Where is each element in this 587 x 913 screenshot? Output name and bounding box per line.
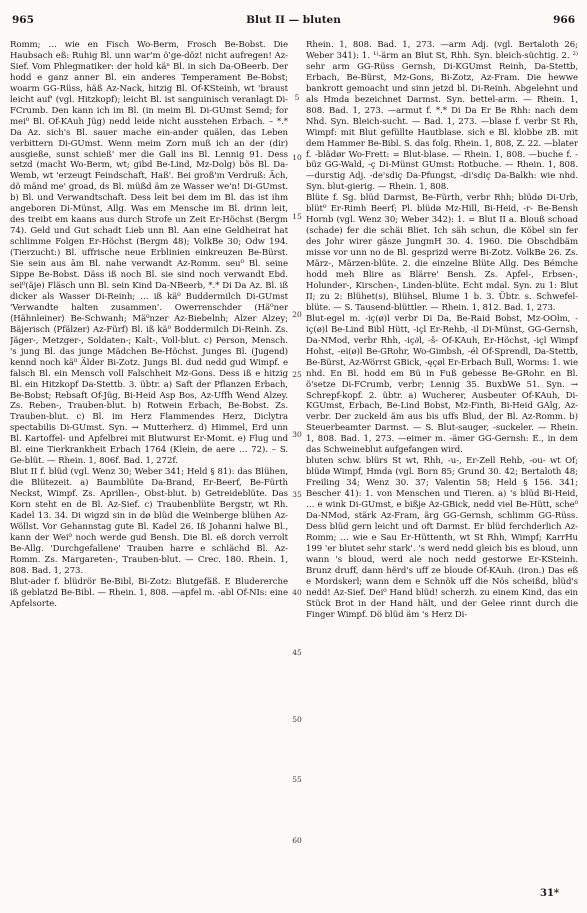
entry-paragraph: Rhein. 1, 808. Bad. 1, 273. —arm Adj. (vgl. Bertaloth 26; Weber 341): 1. ¹⁾-ärm an Blut St, Rhh. Syn. bleich-süchtig. 2. ²⁾ sehr arm GG-Rüss Gernsh, Di-KGUmst Reinh, Da-Stettb, Erbach, Be-Bürst, Mz-Gons, Bi-Zotz, Az-Fram. Die hewwe bankrott gemoacht und sinn jetzd bl. Di-Reinh. Abgelehnt und als Hmda bezeichnet Darmst. Syn. bettel-arm. — Rhein. 1, 808. Bad. 1, 273. —armut f. *.* Di Da Er Be Rhh: nach dem Nhd. Syn. Bleich-sucht. — Bad. 1, 273. —blase f. verbr St Rh, Wimpf: mit Blut gefüllte Hautblase. sich e Bl. klobbe zB. mit dem Hammer Be-Bibl. S. das folg. Rhein. 1, 808, Z. 22. —blater f. -blädør Wo-Frett: = Blut-blase. — Rhein. 1, 808. —buche f. -büz GG-Wald, -ç Di-Münst GUmst: Rotbuche. — Rhein. 1, 808. —durstig Adj. -de'sdiç Da-Pfungst, -di'sdiç Da-Balkh: wie nhd. Syn. blut-gierig. — Rhein. 1, 808. (306, 40, 578, 193)
line-number: 50 (292, 715, 302, 724)
entry-paragraph: Blüte f. Sg. blüd Darmst, Be-Fürth, verbr Rhh; blüdø Di-Urb, blüt⁰ Er-Rimh Beerf; Pl. blüdø Mz-Hill, Bi-Heid, -r- Be-Bensh Hornb (vgl. Wenz 30; Weber 342): 1. = Blut II a. Blouß schoad (schade) fer die schäi Bliet. Ich säh schun, die Köbel sin fer des Johr wirer gäsze JungmH 30. 4. 1960. Die Obschdbäm misse vor unn no de Bl. gesprizd werre Bi-Zotz. VolkBe 26. Zs. März-, Märzen-blüte. 2. die einzelne Blüte Allg. Des Bémche hodd meh Blire as Blärre' Bensh. Zs. Apfel-, Erbsen-, Holunder-, Kirschen-, Linden-blüte. Echt mdal. Syn. zu 1: Blut II; zu 2: Blühet(s), Blühsel, Blume 1 b. 3. Übtr. s. Schwefel-blüte. — S. Tausend-blüttler. — Rhein. 1, 812. Bad. 1, 273. (306, 193, 578, 313)
line-number: 10 (292, 153, 302, 162)
page-number-left: 965 (12, 14, 34, 26)
entry-paragraph: Blut-ader f. blüdrör Be-Bibl, Bi-Zotz: Blutgefäß. E Bludererche iß geblatzd Be-Bibl. — Rhein. 1, 808. —apfel m. -abl Of-NIs: eine Apfelsorte. (10, 576, 288, 609)
page-header (0, 14, 587, 30)
entry-paragraph: Romm; … wie en Fisch Wo-Berm, Frosch Be-Bobst. Die Haubsach eß: Ruhig Bl. unn war'm ö'ge-döz! nicht aufregen! Az-Sief. Vom Phlegmatiker: der hold käⁿ Bl. in sich Da-OBeerb. Der hodd e ganz anner Bl. ein anderes Temperament Be-Bobst; woarm GG-Rüss, häß Az-Nack, hitzig Bl. Of-KSteinh, wt 'braust leicht auf' (vgl. Hitzkopf); leicht Bl. ist sanguinisch veranlagt Di-FCrumb. Den kann ich im Bl. (in meim Bl. Di-GUmst Semd; for mei⁰ Bl. Of-KAuh Jüg) nedd leide nicht ausstehen Erbach. – *.* Da Az. sich's Bl. sauer mache ein-ander quälen, das Leben verbittern Di-GUmst. Wenn meim Zorn muß ich an der (dir) ausgieße, sunst schieß' mer die Gall ins Bl. Lennig 91. Dess setzd (macht Wo-Berm, wt; gibd Be-Lind, Mz-Dolg) bös Bl. Da-Wemb, wt 'erzeugt Feindschaft, Haß'. Bei groß'm Verdruß: Äch, dö mänd me' groad, ds Bl. müßd äm ze Wasser we'n! Di-GUmst. b) Bl. und Verwandtschaft. Dess leit bei dem im Bl. das ist ihm angeboren Di-Münst, Allg. Was em Mensche im Bl. drinn leit, des treibt em kaans aus durch Strofe un Zeit Er-Höchst (Bergm 74). Geld und Gut schadt Lieb unn Bl. Aan eine Geldheirat hat schlimme Folgen Er-Höchst (Bergm 48); VolkBe 30; Odw 194. (Tierzucht:) Bl. uffrische neue Erblinien einkreuzen Be-Bürst. Sie sein aus ām Bl. nahe verwandt Az-Romm. seu⁰ Bl. seine Sippe Be-Bobst. Däss iß noch Bl. sie sind noch verwandt Ebd. sei⁰(äje) Fläsch unn Bl. sein Kind Da-NBeerb, *.* Di Da Az. Bl. iß dicker als Wasser Di-Reinh; … iß kä⁰ Buddermilch Di-GUmst 'Verwandte halten zusammen'. Owerrenschder (Hä⁰ner ⟨Hähnleiner⟩ Be-Schwanh; Mä⁰nzer Az-Biebelnh; Alzer Alzey; Bäjerisch ⟨Pfälzer⟩ Az-Fürf) Bl. iß kä⁰ Boddermilch Di-Reinh. Zs. Jäger-, Metzger-, Soldaten-; Kalt-, Voll-blut. c) Person, Mensch. 's jung Bl. das junge Mädchen Be-Höchst. Junges Bl. (Jugend) kennd noch kä⁰ Älder Bi-Zotz. Jungs Bl. dud nedd gud Wimpf. e falsch Bl. ein Mensch voll Falschheit Mz-Gons. Dess iß e hitzig Bl. ein Hitzkopf Da-Stettb. 3. übtr. a) Saft der Pflanzen Erbach, Be-Bobst; Rebsaft Of-Jüg, Bi-Heid Asp Bos, Az-Uffh Wend Alzey. Zs. Reben-, Trauben-blut. b) Rotwein Erbach, Be-Bobst. Zs. Trauben-blut. c) Bl. im Herz Flammendes Herz, Diclytra spectabilis Di-GUmst. Syn. → Mutterherz. d) Himmel, Erd unn Bl. Kartoffel- und Apfelbrei mit Blutwurst Er-Momt. e) Flug und Bl. eine Tierkrankheit Erbach 1764 (Klein, de aere … 72). – S. Ge-blüt. — Rhein. 1, 806f. Bad. 1, 272f. (10, 40, 288, 467)
right-column (306, 40, 578, 892)
line-number: 30 (292, 430, 302, 439)
line-number: 45 (292, 648, 302, 657)
line-number: 5 (294, 93, 300, 102)
entry-paragraph: Blut-egel m. -iç(ø)l verbr Di Da, Be-Raid Bobst, Mz-OOlm, -iç(ø)l Be-Lind Bibl Hütt, -içl Er-Rehb, -il Di-Münst, GG-Gernsh, Da-NMod, verbr Rhh, -iç∂l, -š- Of-KAuh, Er-Höchst, -içl Wimpf Hohst, -ei(ø)l Be-GRohr, Wo-Gimbsh, -él Of-Sprendl, Da-Stettb, Be-Bürst, Az-Wörrst GBick, -ęçøl Er-Erbach Bull, Worms: 1. wie nhd. En Bl. hodd em Bü in Fuß gebesse Be-GRohr. en Bl. ö'setze Di-FCrumb, verbr; Lennig 35. BuxbWe 51. Syn. → Schrepf-kopf. 2. übtr. a) Wucherer, Ausbeuter Of-KAuh, Di-KGUmst, Erbach, Be-Lind Bobst, Mz-Finth, Bi-Heid GAlg, Az-verbr. Der zuckeld äm aus bis uffs Blud, der Bl. Az-Romm. b) Steuerbeamter Darmst. — S. Blut-sauger, -suckeler. — Rhein. 1, 808. Bad. 1, 273. —eimer m. -ämer GG-Gernsh: E., in dem das Schweineblut aufgefangen wird. (306, 313, 578, 456)
line-number: 15 (292, 212, 302, 221)
line-number: 35 (292, 490, 302, 499)
entry-paragraph: Blut II f. blüd (vgl. Wenz 30; Weber 341; Held § 81): das Blühen, die Blütezeit. a) Baumblüte Da-Brand, Er-Beerf, Be-Fürth Neckst, Wimpf. Zs. Aprillen-, Obst-blut. b) Getreideblüte. Das Korn steht en de Bl. Az-Sief. c) Traubenblüte Bergstr, wt Rh. Kadel 13. 34. Di wigzd sin in dø blüd die Weinberge blühen Az-Wöllst. Vor Gehannstag gute Bl. Kadel 26. Iß Johanni halwe Bl., kann der Wei⁰ noch werde gud Bensh. Die Bl. eß dorch verrolt Be-Allg. 'Durchgefallene' Trauben harre e schlächd Bl. Az-Romm. Zs. Margareten-, Trauben-blut. — Crec. 180. Rhein. 1, 808. Bad. 1, 273. (10, 467, 288, 576)
page-number-right: 966 (553, 14, 575, 26)
line-number: 60 (292, 836, 302, 845)
left-column (10, 40, 288, 900)
running-title: Blut II — bluten (246, 14, 341, 26)
line-number: 20 (292, 310, 302, 319)
line-number: 55 (292, 775, 302, 784)
line-number: 25 (292, 370, 302, 379)
entry-paragraph: bluten schw. blürs St wt, Rhh, -u-, Er-Zell Rehb, -ou- wt Of; blüdø Wimpf, Hmda (vgl. Born 85; Grund 30. 42; Bertaloth 48; Freiling 34; Wenz 30. 37; Valentin 58; Held § 156. 341; Bescher 41): 1. von Menschen und Tieren. a) 's blüd Bi-Heid, … e wink Di-GUmst, e bißje Az-GBick, nedd viel Be-Hütt, sche⁰ Da-NMod, stärk Az-Fram, ärg GG-Gernsh, schlimm GG-Rüss. Dess blüd gern leicht und oft Darmst. Er blüd ferchderlich Az-Romm; … wie e Sau Er-Hüttenth, wt St Rhh, Wimpf; KarrHu 199 'er blutet sehr stark'. 's werd nedd gleich bis es bloud, unn wann 's bloud, werd ale noch nedd gestorwe Er-KSteinh. Brunz druff, dann hërd's uff ze bloude Of-KAuh. (iron.) Das eß e Mordskerl; wann dem e Schnök uff die Nös scheißd, blüd's nedd! Az-Sief. Dei⁰ Hand blüd! scherzh. zu einem Kind, das ein Stück Brot in der Hand hält, und der Gelee rinnt durch die Finger Wimpf. Dö blüd äm 's Herz Di- (306, 456, 578, 620)
line-number: 40 (292, 588, 302, 597)
signature-mark: 31* (540, 888, 560, 899)
